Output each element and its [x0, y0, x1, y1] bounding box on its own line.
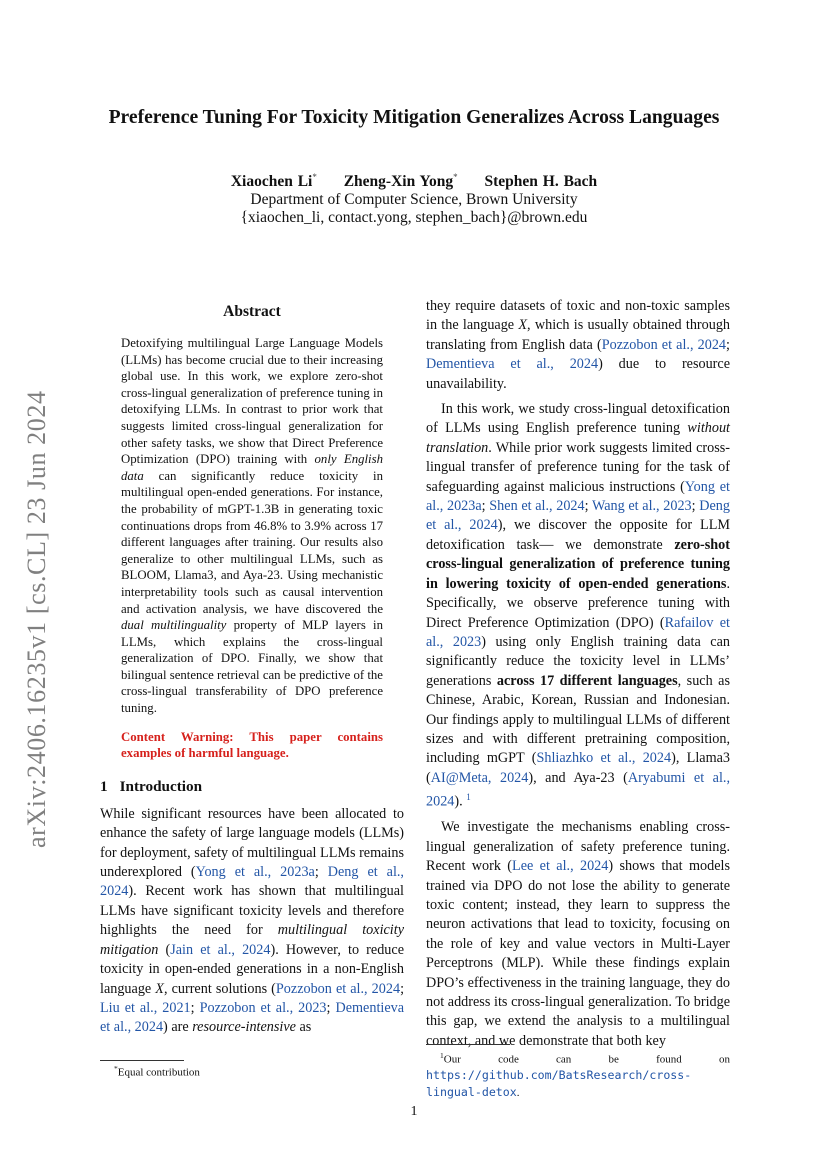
citation-link[interactable]: Deng et al., 2024	[100, 864, 404, 900]
content-warning: Content Warning: This paper contains examples of harmful language.	[121, 729, 383, 761]
footnote-equal-contribution: *Equal contribution	[114, 1064, 200, 1079]
citation-link[interactable]: Pozzobon et al., 2023	[199, 999, 327, 1016]
introduction-continued	[426, 297, 730, 1051]
citation-link[interactable]: Yong et al., 2023a	[426, 478, 730, 515]
affiliation: Department of Computer Science, Brown University	[250, 191, 578, 208]
citation-link[interactable]: Pozzobon et al., 2024	[275, 980, 401, 997]
footnote-divider	[100, 1060, 184, 1061]
citation-link[interactable]: AI@Meta, 2024	[430, 769, 529, 786]
author-2: Zheng-Xin Yong*	[343, 172, 458, 191]
equal-contribution-mark: *	[453, 172, 458, 182]
author-emails: {xiaochen_li, contact.yong, stephen_bach}@brown.edu	[240, 209, 588, 226]
citation-link[interactable]: Shliazhko et al., 2024	[536, 750, 672, 767]
right-column	[426, 297, 730, 1051]
citation-link[interactable]: Liu et al., 2021	[100, 999, 191, 1016]
citation-link[interactable]: Dementieva et al., 2024	[426, 356, 599, 373]
citation-link[interactable]: Deng et al., 2024	[426, 498, 730, 534]
author-1: Xiaochen Li*	[230, 172, 317, 191]
citation-link[interactable]: Shen et al., 2024	[489, 498, 585, 515]
citation-link[interactable]: Jain et al., 2024	[170, 941, 271, 958]
footnote-code-link: $^1$Our code can be found on https://github.com/BatsResearch/cross-lingual-detox.	[426, 1051, 730, 1099]
abstract-heading: Abstract	[223, 303, 281, 320]
citation-link[interactable]: Aryabumi et al., 2024	[426, 769, 730, 810]
code-repository-link[interactable]: https://github.com/BatsResearch/cross-lingual-detox	[426, 1068, 692, 1099]
footnote-divider	[426, 1044, 510, 1045]
section-heading-introduction: 1 Introduction	[100, 777, 203, 795]
citation-link[interactable]: Rafailov et al., 2023	[426, 614, 730, 650]
intro-paragraph-3: In this work, we study cross-lingual detoxification of LLMs using English preference tuning without translation. While prior work suggests limited cross-lingual transfer of preference tuning for the task of safeguarding against malicious instructions (Yong et al., 2023a; Shen et al., 2024; Wang et al., 2023; Deng et al., 2024), we discover the opposite for LLM detoxification task— we demonstrate zero-shot cross-lingual generalization of preference tuning in lowering toxicity of open-ended generations. Specifically, we observe preference tuning with Direct Preference Optimization (DPO) (Rafailov et al., 2023) using only English training data can significantly reduce the toxicity level in LLMs’ generations across 17 different languages, such as Chinese, Arabic, Korean, Russian and Indonesian. Our findings apply to multilingual LLMs of different sizes and with different pretraining composition, including mGPT (Shliazhko et al., 2024), Llama3 (AI@Meta, 2024), and Aya-23 (Aryabumi et al., 2024). $^1$	[426, 401, 731, 810]
equal-contribution-mark: *	[312, 172, 317, 182]
citation-link[interactable]: Lee et al., 2024	[512, 858, 609, 875]
citation-link[interactable]: Dementieva et al., 2024	[100, 999, 405, 1036]
footnote-reference[interactable]: 1	[466, 792, 471, 803]
author-list	[0, 172, 828, 191]
intro-paragraph-2: they require datasets of toxic and non-toxic samples in the language X, which is usually obtained through translating from English data (Pozzobon et al., 2024; Dementieva et al., 2024) due to resource unavailability.	[426, 298, 731, 392]
abstract-body: Detoxifying multilingual Large Language Models (LLMs) has become crucial due to their increasing global use. In this work, we explore zero-shot cross-lingual generalization of preference tuning in detoxifying LLMs. In contrast to prior work that suggests limited cross-lingual generalization for other safety tasks, we show that Direct Preference Optimization (DPO) training with only English data can significantly reduce toxicity in multilingual open-ended generations. For instance, the probability of mGPT-1.3B in generating toxic continuations drops from 46.8% to 3.9% across 17 different languages after training. Our results also generalize to other multilingual LLMs, such as BLOOM, Llama3, and Aya-23. Using mechanistic interpretability tools such as causal intervention and activation analysis, we have discovered the dual multilinguality property of MLP layers in LLMs, which explains the cross-lingual generalization of DPO. Finally, we show that bilingual sentence retrieval can be predictive of the cross-lingual transferability of DPO preference tuning.	[121, 336, 384, 716]
citation-link[interactable]: Yong et al., 2023a	[195, 864, 315, 881]
left-column	[100, 303, 404, 1038]
page-number: 1	[410, 1104, 418, 1119]
intro-paragraph-4: We investigate the mechanisms enabling cross-lingual generalization of safety preference tuning. Recent work (Lee et al., 2024) shows that models trained via DPO do not lose the ability to generate toxic content; instead, they learn to suppress the neuron activations that lead to toxicity, focusing on the role of key and value vectors in Multi-Layer Perceptrons (MLP). While these findings explain DPO’s effectiveness in the training language, they do not address its cross-lingual generalization. To bridge this gap, we extend the analysis to a multilingual context, and we demonstrate that both key	[426, 819, 730, 1049]
citation-link[interactable]: Wang et al., 2023	[591, 498, 692, 515]
author-3: Stephen H. Bach	[484, 173, 598, 191]
intro-paragraph-1: While significant resources have been allocated to enhance the safety of large language models (LLMs) for deployment, safety of multilingual LLMs remains underexplored (Yong et al., 2023a; Deng et al., 2024). Recent work has shown that multilingual LLMs have significant toxicity levels and therefore highlights the need for multilingual toxicity mitigation (Jain et al., 2024). However, to reduce toxicity in open-ended generations in a non-English language X, current solutions (Pozzobon et al., 2024; Liu et al., 2021; Pozzobon et al., 2023; Dementieva et al., 2024) are resource-intensive as	[100, 805, 405, 1036]
citation-link[interactable]: Pozzobon et al., 2024	[601, 336, 727, 353]
introduction-body	[100, 805, 404, 1038]
arxiv-identifier: arXiv:2406.16235v1 [cs.CL] 23 Jun 2024	[22, 390, 51, 848]
paper-title: Preference Tuning For Toxicity Mitigation Generalizes Across Languages	[108, 107, 720, 128]
